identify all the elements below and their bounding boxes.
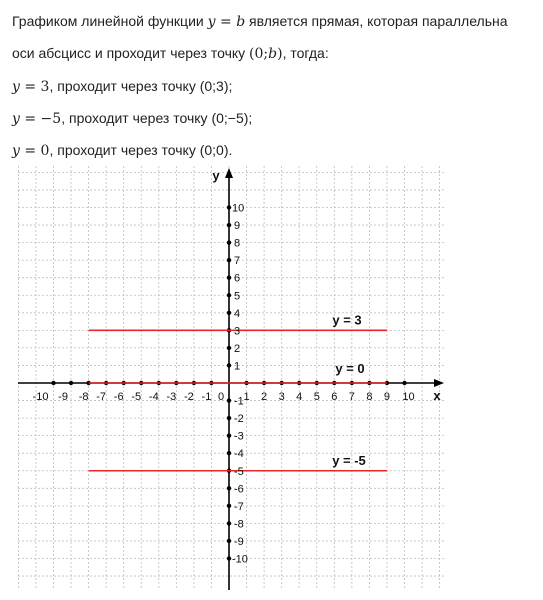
math-b: b	[236, 14, 246, 30]
y-axis-label: y	[212, 168, 220, 183]
series-label: y = 3	[332, 312, 362, 328]
x-tick-label: -2	[184, 391, 194, 403]
x-tick-label: -6	[113, 391, 124, 403]
y-tick-mark	[227, 521, 231, 525]
y-tick-label: 7	[234, 255, 241, 268]
x-tick-mark	[69, 381, 73, 385]
case-text: , проходит через точку (0;3);	[49, 78, 233, 94]
y-tick-label: 10	[232, 202, 245, 215]
y-axis-arrow	[225, 168, 233, 178]
x-tick-label: -8	[78, 391, 89, 403]
y-tick-label: 1	[234, 360, 241, 373]
series-label: y = 0	[335, 361, 365, 376]
x-axis-arrow	[434, 379, 444, 387]
intro-text: является прямая, которая параллельна	[245, 13, 508, 29]
origin-label: 0	[217, 391, 225, 403]
y-tick-mark	[227, 293, 231, 297]
axes	[18, 168, 444, 590]
y-tick-label: 3	[234, 325, 241, 338]
y-tick-label: -9	[234, 535, 244, 548]
y-tick-mark	[227, 486, 231, 490]
math-y: y	[12, 143, 20, 159]
y-tick-label: -5	[234, 465, 244, 478]
x-tick-label: -4	[148, 391, 159, 403]
y-tick-label: -10	[232, 553, 248, 566]
y-tick-label: 6	[234, 272, 241, 285]
y-tick-mark	[227, 539, 231, 543]
x-tick-label: -3	[166, 391, 177, 403]
intro-text: Графиком линейной функции	[12, 13, 208, 29]
y-tick-mark	[227, 346, 231, 350]
y-tick-label: -3	[234, 430, 244, 443]
x-tick-label: 10	[402, 391, 415, 403]
y-tick-label: 5	[234, 290, 241, 303]
x-tick-label: 8	[366, 391, 373, 403]
y-tick-label: -4	[234, 448, 244, 461]
x-tick-label: 9	[383, 391, 391, 403]
x-tick-mark	[402, 381, 406, 385]
y-tick-label: 4	[234, 307, 241, 320]
y-tick-mark	[227, 363, 231, 367]
y-tick-label: -7	[234, 500, 244, 513]
y-tick-mark	[227, 433, 231, 437]
tick-labels	[33, 168, 442, 566]
x-tick-label: -5	[131, 391, 142, 403]
math-y: y	[12, 111, 20, 127]
x-tick-label: -7	[96, 391, 107, 403]
math-equals: = −5	[19, 111, 62, 127]
math-equals: =	[215, 14, 237, 30]
case-text: , проходит через точку (0;−5);	[61, 110, 253, 126]
math-equals: = 3	[19, 79, 50, 95]
intro-text: оси абсцисс и проходит через точку	[12, 45, 250, 61]
y-tick-mark	[227, 205, 231, 209]
y-tick-label: -2	[234, 413, 244, 426]
grid	[18, 166, 444, 590]
math-y: y	[207, 14, 216, 30]
x-axis-label: x	[433, 388, 441, 403]
x-tick-label: 6	[331, 391, 338, 403]
y-tick-label: 8	[234, 237, 241, 250]
y-tick-mark	[227, 398, 231, 402]
x-tick-label: -1	[201, 391, 212, 403]
case-text: , проходит через точку (0;0).	[49, 142, 233, 158]
y-tick-mark	[227, 556, 231, 560]
x-tick-label: 5	[313, 391, 320, 403]
math-b: b	[268, 46, 278, 62]
y-tick-label: 2	[234, 342, 241, 355]
math-y: y	[12, 79, 20, 95]
y-tick-mark	[227, 451, 231, 455]
series-label: y = -5	[332, 452, 366, 468]
y-tick-mark	[227, 276, 231, 280]
x-tick-mark	[51, 381, 55, 385]
x-tick-label: -9	[58, 391, 68, 403]
y-tick-mark	[227, 311, 231, 315]
math-equals: = 0	[19, 143, 50, 159]
y-tick-mark	[227, 416, 231, 420]
y-tick-label: -6	[234, 483, 244, 496]
y-tick-label: -1	[234, 395, 244, 408]
y-tick-label: 9	[234, 220, 241, 233]
x-tick-label: 7	[348, 391, 355, 403]
y-tick-mark	[227, 223, 231, 227]
y-tick-label: -8	[234, 518, 244, 531]
y-tick-mark	[227, 504, 231, 508]
x-tick-label: 3	[278, 391, 285, 403]
y-tick-mark	[227, 240, 231, 244]
math-point: )	[277, 46, 283, 62]
x-tick-label: 1	[243, 391, 250, 403]
math-point: (0;	[249, 46, 269, 62]
intro-text: , тогда:	[282, 45, 329, 61]
x-tick-label: 2	[261, 391, 268, 403]
x-tick-label: -10	[32, 391, 49, 403]
y-tick-mark	[227, 258, 231, 262]
x-tick-label: 4	[296, 391, 303, 403]
